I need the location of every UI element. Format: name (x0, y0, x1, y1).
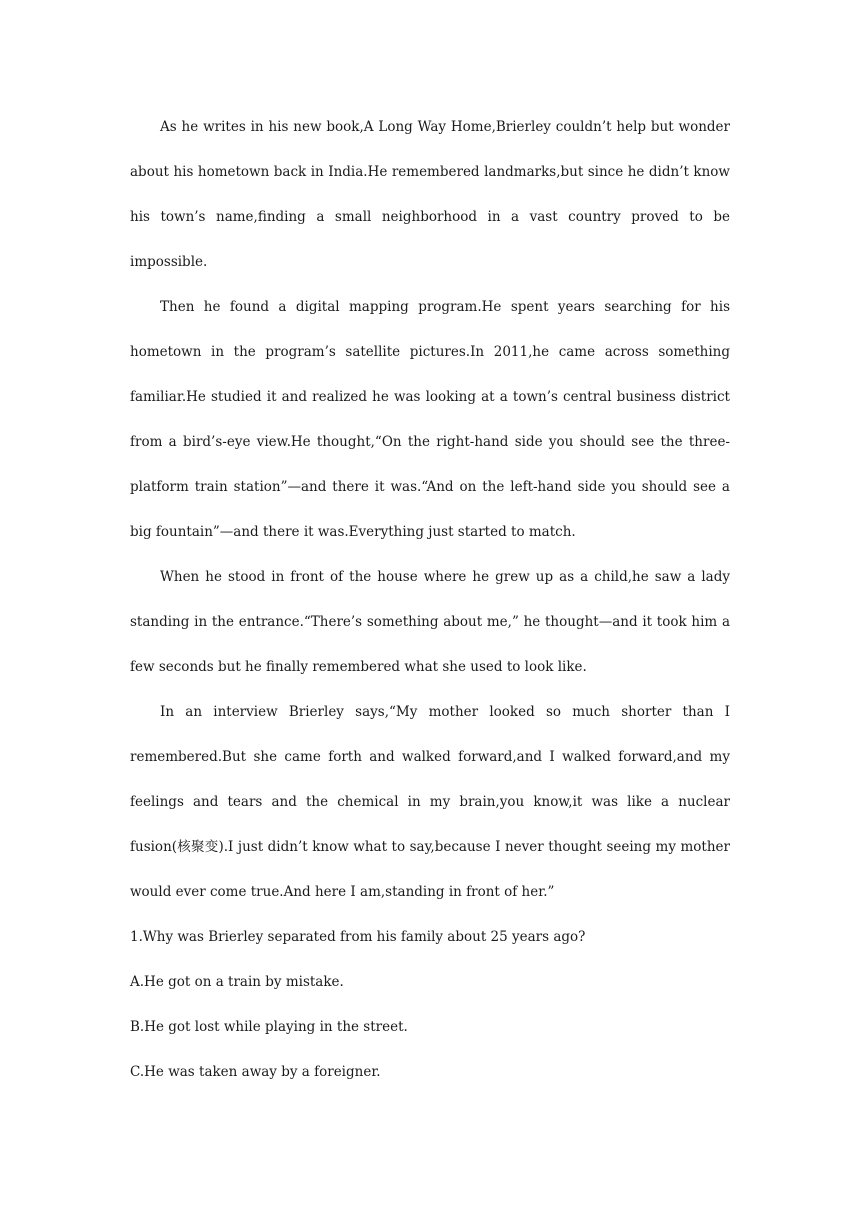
question-1-option-a: A.He got on a train by mistake. (130, 974, 344, 990)
question-1-stem: 1.Why was Brierley separated from his family about 25 years ago? (130, 929, 586, 945)
passage-paragraph-4: In an interview Brierley says,“My mother looked so much shorter than I remembered.But she came forth and walked forward,and I walked forward,and my feelings and tears and the chemical in my brain,you know,it was like a nuclear fusion(核聚变).I just didn’t know what to say,because I never thought seeing my mother would ever come true.And here I am,standing in front of her.” (130, 704, 730, 900)
document-body (130, 105, 730, 1095)
question-1-option-b: B.He got lost while playing in the street. (130, 1019, 408, 1035)
passage-paragraph-3: When he stood in front of the house where he grew up as a child,he saw a lady standing in the entrance.“There’s something about me,” he thought—and it took him a few seconds but he finally remembered what she used to look like. (130, 569, 730, 675)
passage-paragraph-1: As he writes in his new book,A Long Way Home,Brierley couldn’t help but wonder about his hometown back in India.He remembered landmarks,but since he didn’t know his town’s name,finding a small neighborhood in a vast country proved to be impossible. (130, 119, 730, 270)
question-1-option-c: C.He was taken away by a foreigner. (130, 1064, 381, 1080)
passage-paragraph-2: Then he found a digital mapping program.He spent years searching for his hometown in the program’s satellite pictures.In 2011,he came across something familiar.He studied it and realized he was looking at a town’s central business district from a bird’s-eye view.He thought,“On the right-hand side you should see the three-platform train station”—and there it was.“And on the left-hand side you should see a big fountain”—and there it was.Everything just started to match. (130, 299, 730, 540)
